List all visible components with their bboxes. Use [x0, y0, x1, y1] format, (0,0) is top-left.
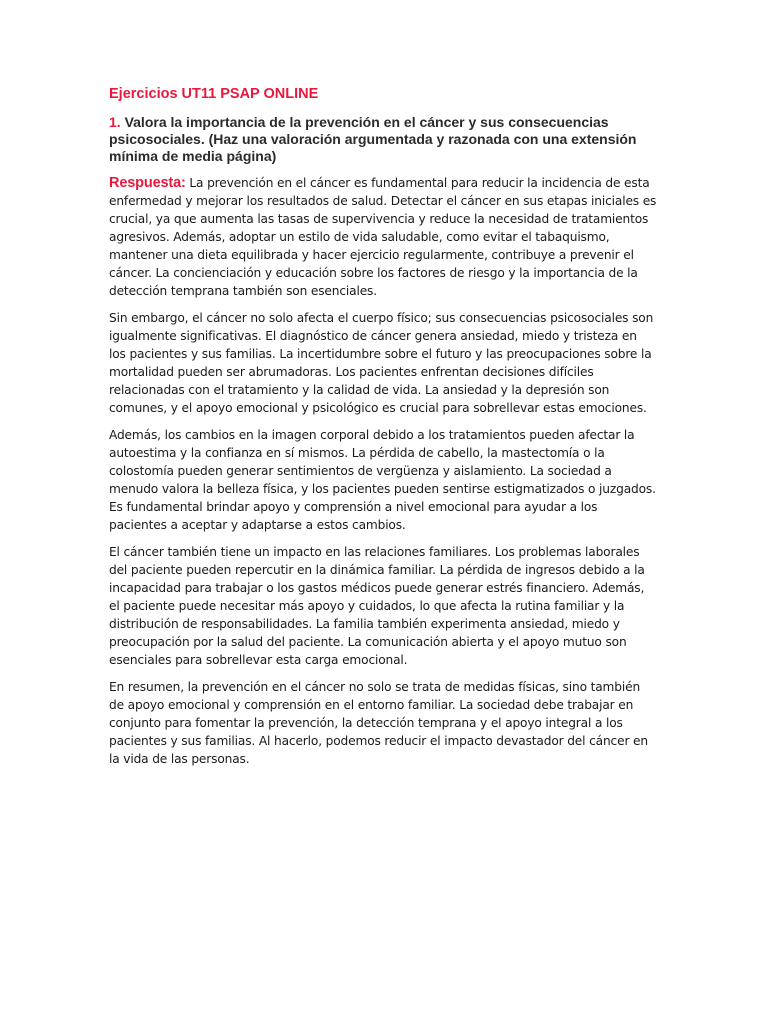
document-title: Ejercicios UT11 PSAP ONLINE — [109, 86, 319, 102]
question-1 — [109, 114, 657, 165]
answer-paragraph-2: Sin embargo, el cáncer no solo afecta el cuerpo físico; sus consecuencias psicosociales son igualmente significativas. El diagnóstico de cáncer genera ansiedad, miedo y tristeza en los pacientes y sus familias. La incertidumbre sobre el futuro y las preocupaciones sobre la mortalidad pueden ser abrumadoras. Los pacientes enfrentan decisiones difíciles relacionadas con el tratamiento y la calidad de vida. La ansiedad y la depresión son comunes, y el apoyo emocional y psicológico es crucial para sobrellevar estas emociones. — [109, 311, 654, 415]
answer-label: Respuesta: — [109, 175, 186, 191]
answer-paragraph-4: El cáncer también tiene un impacto en las relaciones familiares. Los problemas laborales del paciente pueden repercutir en la dinámica familiar. La pérdida de ingresos debido a la incapacidad para trabajar o los gastos médicos puede generar estrés financiero. Además, el paciente puede necesitar más apoyo y cuidados, lo que afecta la rutina familiar y la distribución de responsabilidades. La familia también experimenta ansiedad, miedo y preocupación por la salud del paciente. La comunicación abierta y el apoyo mutuo son esenciales para sobrellevar esta carga emocional. — [109, 545, 645, 667]
question-text: Valora la importancia de la prevención en el cáncer y sus consecuencias psicosociales. (Haz una valoración argumentada y razonada con una extensión mínima de media página) — [109, 114, 637, 164]
answer-paragraph-5: En resumen, la prevención en el cáncer no solo se trata de medidas físicas, sino también de apoyo emocional y comprensión en el entorno familiar. La sociedad debe trabajar en conjunto para fomentar la prevención, la detección temprana y el apoyo integral a los pacientes y sus familias. Al hacerlo, podemos reducir el impacto devastador del cáncer en la vida de las personas. — [109, 680, 648, 766]
document-content — [109, 84, 657, 777]
answer-paragraph-1 — [109, 174, 657, 300]
answer-paragraph-3: Además, los cambios en la imagen corporal debido a los tratamientos pueden afectar la autoestima y la confianza en sí mismos. La pérdida de cabello, la mastectomía o la colostomía pueden generar sentimientos de vergüenza y aislamiento. La sociedad a menudo valora la belleza física, y los pacientes pueden sentirse estigmatizados o juzgados. Es fundamental brindar apoyo y comprensión a nivel emocional para ayudar a los pacientes a aceptar y adaptarse a estos cambios. — [109, 428, 656, 532]
question-number: 1. — [109, 114, 121, 130]
answer-paragraph-1-text: La prevención en el cáncer es fundamental para reducir la incidencia de esta enfermedad y mejorar los resultados de salud. Detectar el cáncer en sus etapas iniciales es crucial, ya que aumenta las tasas de supervivencia y reduce la necesidad de tratamientos agresivos. Además, adoptar un estilo de vida saludable, como evitar el tabaquismo, mantener una dieta equilibrada y hacer ejercicio regularmente, contribuye a prevenir el cáncer. La concienciación y educación sobre los factores de riesgo y la importancia de la detección temprana también son esenciales. — [109, 176, 657, 298]
